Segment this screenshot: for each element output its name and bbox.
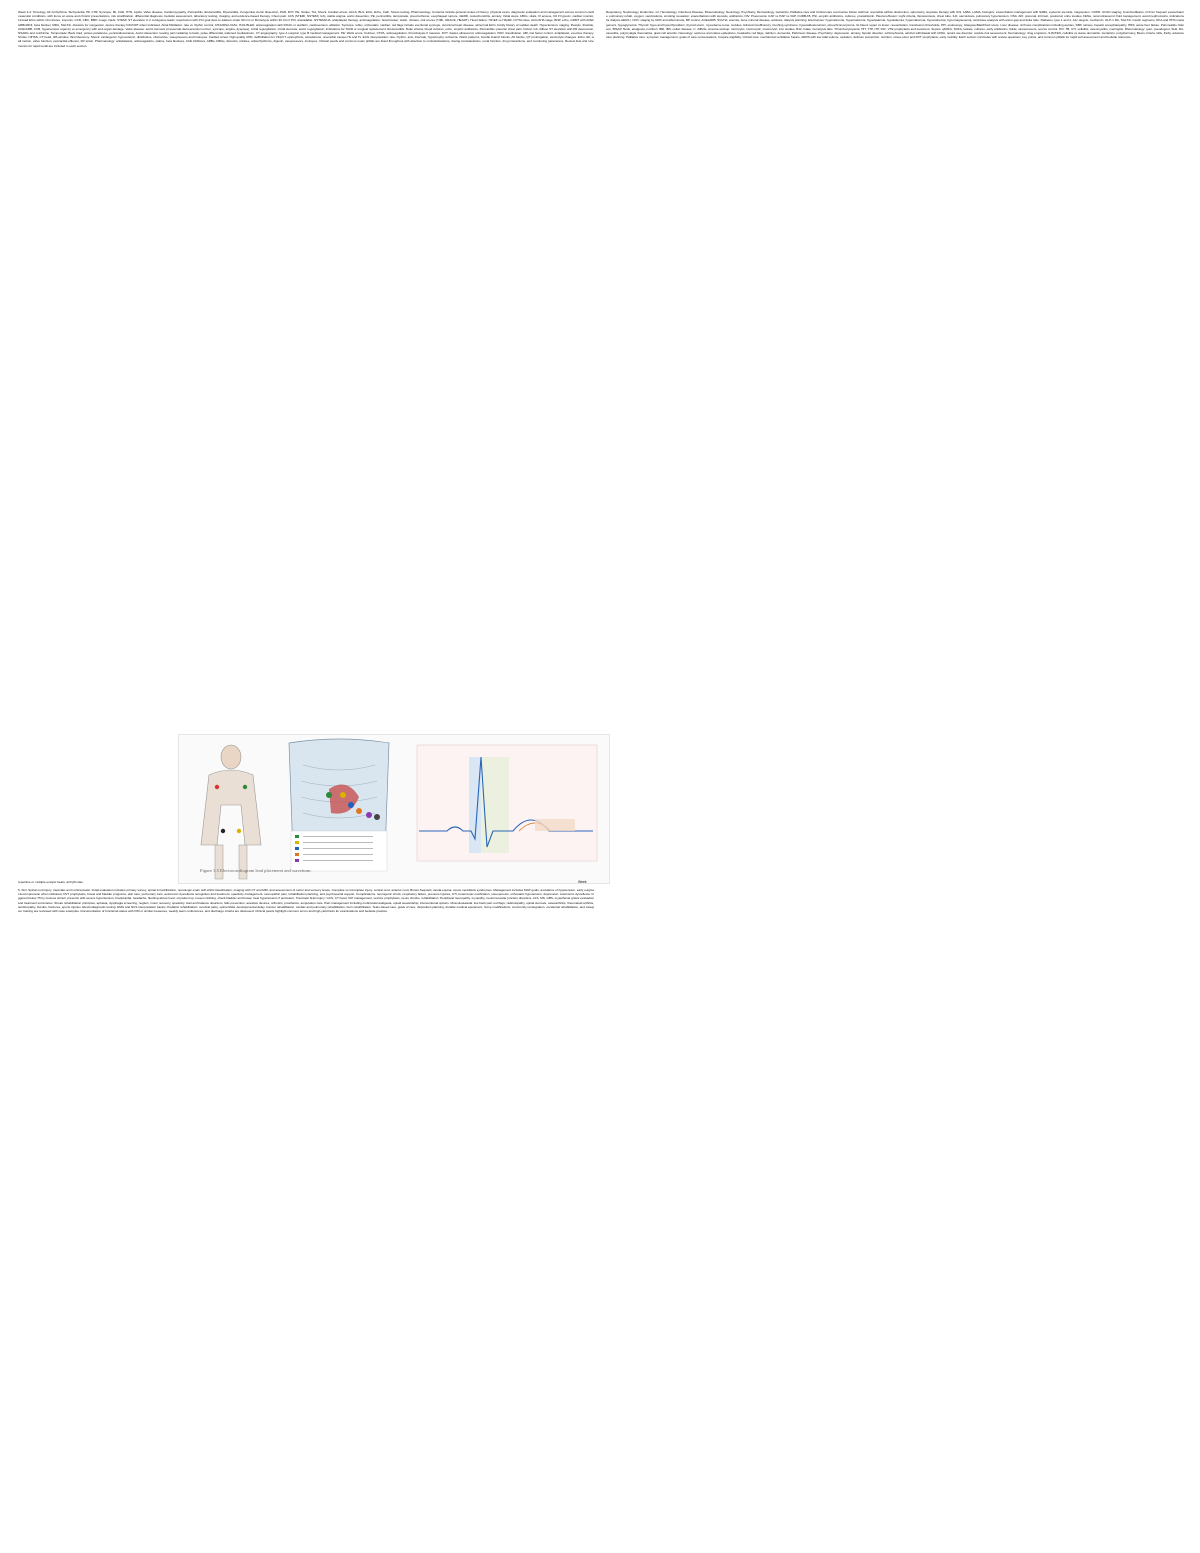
left-column-top-text (18, 10, 594, 730)
left-column-bottom-text (18, 888, 594, 1543)
figure-right-label: Week (578, 880, 587, 884)
figure-left-label: repetitive or multiple ectopic beats, arrhythmias. (18, 880, 84, 884)
ecg-figure (178, 734, 610, 884)
right-column-paragraph: Respiratory, Nephrology, Endocrine, GI, Hematology, Infectious Disease, Rheumatology, Neurology, Psychiatry, Dermatology, Geriatrics, Palliative care and Critical care summaries follow. Asthma: reversible airflow obstruction, spirometry, stepwise therapy with ICS, LABA, LAMA, biologics; exacerbation management with SABA, systemic steroids, magnesium. COPD: GOLD staging, bronchodilators, ICS for frequent exacerbators, pulmonary rehab, oxygen, vaccinations, smoking cessation; exacerbations with steroids, antibiotics, NIV. Pneumonia: CAP vs HAP vs VAP, CURB-65, PSI, empiric antibiotics, cultures, procalcitonin. Pleural effusion: Light criteria, thoracentesis, chest tube. ILD, sarcoidosis, pulmonary hypertension, OSA. AKI: prerenal, intrinsic, postrenal; urine studies, FENa, renal ultrasound, fluid management, avoid nephrotoxins, indications for dialysis AEIOU. CKD: staging by GFR and albuminuria, BP control, ACEi/ARB, SGLT2i, anemia, bone mineral disease, acidosis, dialysis planning. Electrolytes: hyponatremia, hypernatremia, hyperkalemia, hypokalemia, hypercalcemia, hypocalcemia, hypomagnesemia, acid-base analysis with anion gap and delta ratio. Diabetes: type 1 and 2, A1c targets, metformin, GLP-1 RA, SGLT2i, insulin regimens, DKA and HHS management, hypoglycemia. Thyroid: hypo and hyperthyroidism, thyroid storm, myxedema coma, nodules. Adrenal insufficiency, Cushing syndrome, hyperaldosteronism, pheochromocytoma. GI bleed: upper vs lower, resuscitation, transfusion thresholds, PPI, endoscopy, Glasgow-Blatchford score. Liver disease: cirrhosis complications including ascites, SBP, varices, hepatic encephalopathy, HRS; acute liver failure. Pancreatitis: Ranson, BISAP, fluids, analgesia, nutrition. IBD, IBS, celiac disease, C. difficile. Anemia workup: microcytic, normocytic, macrocytic; iron studies, B12, folate, hemolysis labs. Thrombocytopenia: HIT, TTP, ITP, DIC. VTE prophylaxis and treatment. Sepsis: qSOFA, SOFA, lactate, cultures, early antibiotics, fluids, vasopressors, source control. HIV, TB, UTI, cellulitis, osteomyelitis, meningitis. Rheumatology: gout, pseudogout, SLE, RA, vasculitis, polymyalgia rheumatica, giant cell arteritis. Neurology: seizures and status epilepticus, headache red flags, delirium, dementia, Parkinson disease. Psychiatry: depression, anxiety, bipolar disorder, schizophrenia, alcohol withdrawal with CIWA, opioid use disorder, suicide risk assessment. Dermatology: drug eruptions, SJS/TEN, cellulitis vs stasis dermatitis. Geriatrics: polypharmacy, Beers criteria, falls, frailty, advance care planning. Palliative care: symptom management, goals of care conversations, hospice eligibility. Critical care: mechanical ventilation basics, ARDS with low tidal volume, sedation, delirium prevention, nutrition, stress ulcer and DVT prophylaxis, early mobility. Each section concludes with review questions, key points, and common pitfalls for rapid self assessment and bedside reference. (606, 10, 1184, 40)
figure-caption: Figure 3.5 Electrocardiogram lead placement and waveform (200, 868, 311, 873)
body-diagram (201, 745, 261, 879)
lead-legend (291, 831, 387, 871)
right-column-text (606, 10, 1184, 1552)
left-column-top-paragraph: Week 3-4: Oncology, AF-Arrhythmia, Tachycardia, HF, CHF, Syncope, MI, CAD, HTN, Lipids, Valve disease, Cardiomyopathy, Pericarditis, Endocarditis, Myocarditis, Congenital, Aortic dissection, PAD, DVT, PE, Stroke, TIA, Shock, Cardiac arrest, ACLS, BLS, ECG, Echo, Cath, Stress testing, Pharmacology. Contents include general review of history, physical exam, diagnostic evaluation and management across common cardiovascular conditions, with focus on acute and chronic presentations, risk stratification, differential diagnosis, bedside assessment, laboratory testing, imaging, and evidence-based therapy. Chest pain: ACS (STEMI, NSTEMI, UA), stable angina, aortic dissection, PE, pericarditis, tamponade, pneumothorax, esophageal rupture, GERD, costochondritis, anxiety. Initial steps: ABCs, vitals, IV access, O2 if hypoxic, cardiac monitor, 12-lead ECG within 10 minutes, troponin, CXR, CBC, BMP, coags, lipids. STEMI: ST elevation in 2 contiguous leads; reperfusion with PCI goal door-to-balloon under 90 min or fibrinolysis within 30 min if PCI unavailable. NSTEMI/UA: antiplatelet therapy, anticoagulation, beta blocker, statin, nitrates, risk scores (TIMI, GRACE, HEART). Heart failure: HFrEF vs HFpEF, NYHA class, ACC/AHA stage, BNP, echo, GDMT with ACEi/ARB/ARNI, beta blocker, MRA, SGLT2i, diuretics for congestion, device therapy ICD/CRT when indicated. Atrial fibrillation: rate vs rhythm control, CHA2DS2-VASc, HAS-BLED, anticoagulation with DOAC or warfarin, cardioversion, ablation. Syncope: reflex, orthostatic, cardiac; red flags include exertional syncope, structural heart disease, abnormal ECG, family history of sudden death. Hypertension: staging, lifestyle, thiazide, ACEi/ARB, CCB, hypertensive urgency vs emergency with end-organ damage. Valve disease: aortic stenosis (crescendo-decrescendo murmur, syncope, angina, dyspnea), mitral regurgitation, mitral stenosis, aortic regurgitation; indications for TAVR or surgical replacement. Endocarditis: Duke criteria, blood cultures, echo, empiric antibiotics. Pericarditis: pleuritic chest pain, friction rub, diffuse ST elevation with PR depression, NSAIDs and colchicine. Tamponade: Beck triad, pulsus paradoxus, pericardiocentesis. Aortic dissection: tearing pain radiating to back, pulse differential, widened mediastinum, CT angiography, type A surgical, type B medical management. PE: Wells score, D-dimer, CTPA, anticoagulation, thrombolysis if massive. DVT: duplex ultrasound, anticoagulation. PAD: claudication, ABI, risk factor control, antiplatelet, exercise therapy. Stroke: NIHSS, CT head, tPA window, thrombectomy. Shock: cardiogenic, hypovolemic, distributive, obstructive; vasopressors and inotropes. Cardiac arrest: high-quality CPR, defibrillation for VF/pVT, epinephrine, amiodarone, reversible causes Hs and Ts. ECG interpretation: rate, rhythm, axis, intervals, hypertrophy, ischemia, infarct patterns, bundle branch blocks, AV blocks, QT prolongation, electrolyte changes. Echo: EF, wall motion, valve function, pericardial effusion, RV strain. Pharmacology: antiplatelets, anticoagulants, statins, beta blockers, ACE inhibitors, ARBs, MRAs, diuretics, nitrates, antiarrhythmics, digoxin, vasopressors, inotropes. Clinical pearls and common exam pitfalls are listed throughout with attention to contraindications, dosing considerations, renal function, drug interactions, and monitoring parameters. Review lists and mnemonics for rapid recall are included in each section. (18, 10, 594, 48)
left-column-bottom-paragraph: 5. SCI: Spinal cord injury, traumatic and nontraumatic. Initial evaluation includes primary survey, spinal immobilization, neurologic exam with ASIA classification, imaging with CT and MRI, and assessment of motor and sensory levels. Complete vs incomplete injury, central cord, anterior cord, Brown-Sequard, cauda equina, conus medullaris syndromes. Management includes MAP goals, avoidance of hypotension, early surgical decompression when indicated, DVT prophylaxis, bowel and bladder programs, skin care, pulmonary care, autonomic dysreflexia recognition and treatment, spasticity management, neuropathic pain, rehabilitation planning, and psychosocial support. Complications: neurogenic shock, respiratory failure, pressure injuries, UTI, heterotopic ossification, osteoporosis, orthostatic hypotension, depression. Autonomic dysreflexia: triggered below T6 by noxious stimuli, presents with severe hypertension, bradycardia, headache, flushing above level; sit patient up, loosen clothing, check bladder and bowel, treat hypertension if persistent. Traumatic brain injury: GCS, CT head, ICP management, seizure prophylaxis, neuro checks, rehabilitation. Peripheral neuropathy, myopathy, neuromuscular junction disorders, ALS, MS, GBS, myasthenia gravis evaluation and treatment summaries. Stroke rehabilitation principles, aphasia, dysphagia screening, neglect, motor recovery, spasticity. Gait and balance disorders, falls prevention, assistive devices, orthotics, prosthetics, amputation care. Pain management including multimodal analgesia, opioid stewardship, interventional options. Musculoskeletal: low back pain red flags, radiculopathy, spinal stenosis, osteoarthritis, rheumatoid arthritis, tendinopathy, bursitis, fractures, sports injuries. Electrodiagnostic testing: EMG and NCS interpretation basics. Pediatric rehabilitation: cerebral palsy, spina bifida, developmental delay. Cancer rehabilitation, cardiac and pulmonary rehabilitation, burn rehabilitation. Team-based care, goals of care, disposition planning, durable medical equipment, home modifications, community reintegration, vocational rehabilitation, and caregiver training are reviewed with case examples. Documentation of functional status with FIM or similar measures, weekly team conferences, and discharge criteria are discussed. Clinical pearls highlight common errors and high-yield facts for examinations and bedside practice. (18, 888, 594, 914)
ecg-waveform (417, 745, 597, 861)
ecg-illustration (179, 735, 609, 883)
